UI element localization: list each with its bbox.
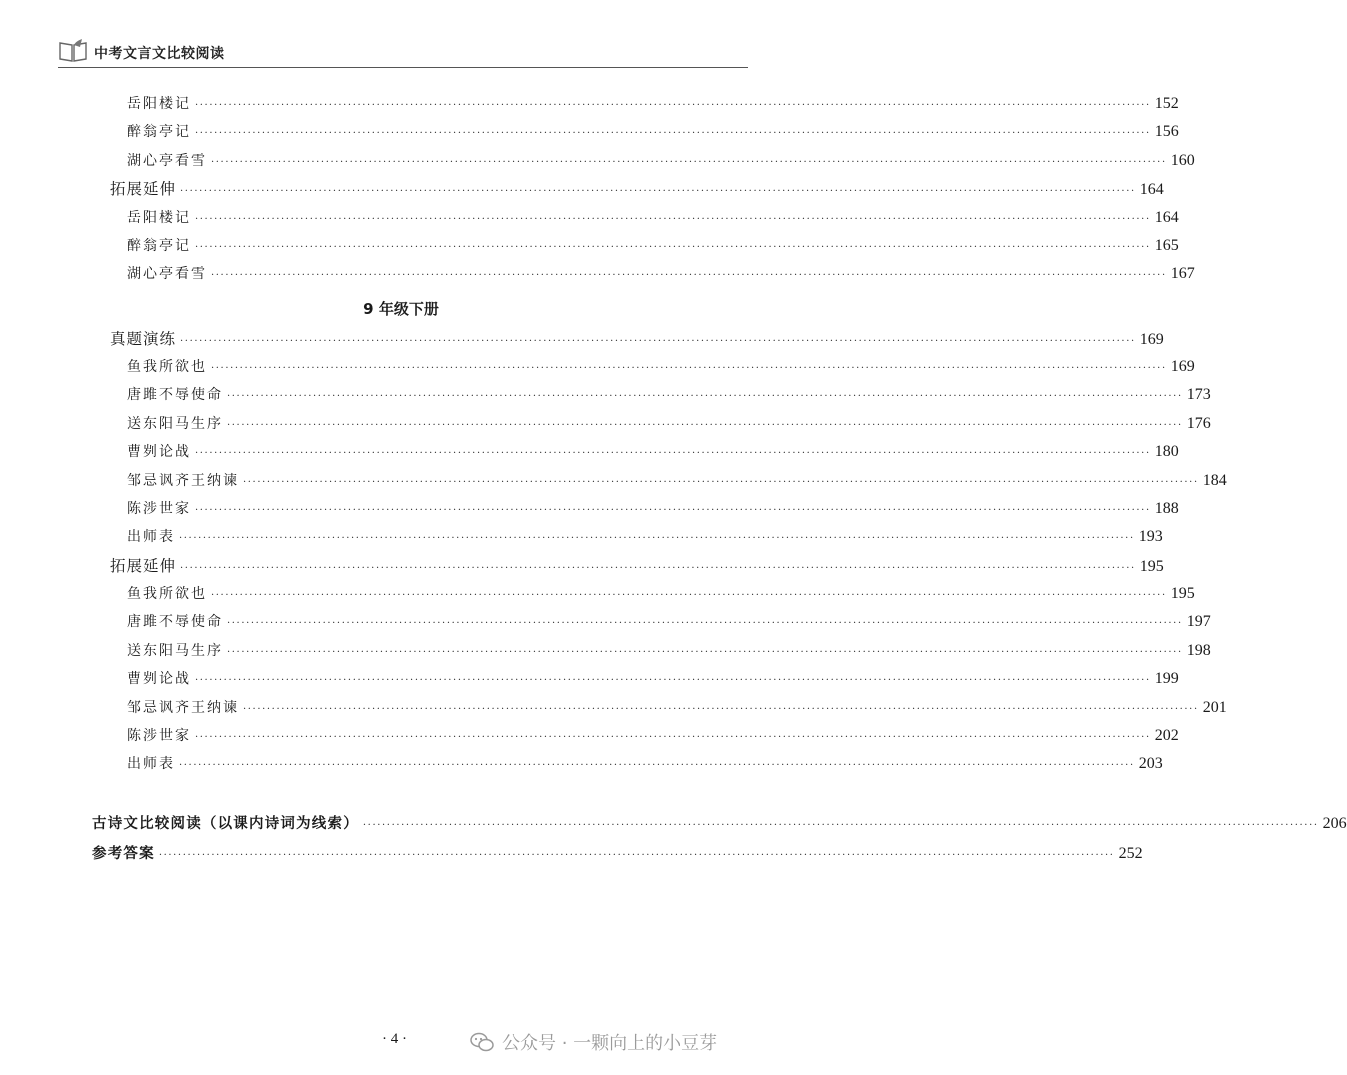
toc-entry <box>127 525 1163 549</box>
toc-page-number: 202 <box>1154 727 1179 744</box>
toc-entry-title: 参考答案 <box>92 845 155 862</box>
wechat-icon <box>470 1031 494 1053</box>
toc-entry <box>92 812 1347 836</box>
page-header <box>58 37 748 68</box>
toc-entry-title: 唐雎不辱使命 <box>127 614 223 630</box>
toc-entry-title: 陈涉世家 <box>127 501 191 517</box>
toc-entry <box>127 610 1211 634</box>
toc-leader-dots: ········································································································································································································ <box>180 563 1136 574</box>
toc-leader-dots: ········································································································································································································ <box>179 760 1135 771</box>
toc-page-number: 252 <box>1118 845 1143 862</box>
toc-page-number: 156 <box>1154 123 1179 140</box>
toc-leader-dots: ········································································································································································································ <box>243 477 1199 488</box>
toc-entry-title: 曹刿论战 <box>127 671 191 687</box>
toc-leader-dots: ········································································································································································································ <box>195 675 1151 686</box>
toc-entry-title: 鱼我所欲也 <box>127 586 207 602</box>
toc-entry <box>110 554 1164 578</box>
toc-entry <box>127 724 1179 748</box>
toc-page-number: 195 <box>1170 585 1195 602</box>
toc-leader-dots: ········································································································································································································ <box>227 420 1183 431</box>
toc-leader-dots: ········································································································································································································ <box>195 732 1151 743</box>
toc-page-number: 180 <box>1154 443 1179 460</box>
toc-leader-dots: ········································································································································································································ <box>211 363 1167 374</box>
toc-page-number: 206 <box>1322 815 1347 832</box>
toc-page-number: 176 <box>1186 415 1211 432</box>
watermark <box>470 1029 717 1055</box>
toc-leader-dots: ········································································································································································································ <box>179 533 1135 544</box>
toc-entry <box>127 120 1179 144</box>
toc-leader-dots: ········································································································································································································ <box>227 391 1183 402</box>
toc-page-number: 184 <box>1202 472 1227 489</box>
toc-leader-dots: ········································································································································································································ <box>195 448 1151 459</box>
section-title: 9 年级下册 <box>363 300 439 318</box>
toc-entry-title: 送东阳马生序 <box>127 416 223 432</box>
toc-entry <box>92 842 1143 866</box>
toc-leader-dots: ········································································································································································································ <box>195 128 1151 139</box>
toc-leader-dots: ········································································································································································································ <box>180 336 1136 347</box>
toc-leader-dots: ········································································································································································································ <box>195 505 1151 516</box>
toc-entry-title: 湖心亭看雪 <box>127 153 207 169</box>
toc-leader-dots: ········································································································································································································ <box>211 270 1167 281</box>
toc-leader-dots: ········································································································································································································ <box>243 704 1199 715</box>
toc-page-number: 195 <box>1139 558 1164 575</box>
toc-entry-title: 邹忌讽齐王纳谏 <box>127 700 239 716</box>
toc-entry-title: 邹忌讽齐王纳谏 <box>127 473 239 489</box>
toc-entry <box>110 327 1164 351</box>
toc-entry <box>127 696 1227 720</box>
toc-entry-title: 出师表 <box>127 529 175 545</box>
toc-page-number: 165 <box>1154 237 1179 254</box>
toc-leader-dots: ········································································································································································································ <box>227 647 1183 658</box>
toc-page-number: 203 <box>1138 755 1163 772</box>
toc-leader-dots: ········································································································································································································ <box>211 157 1167 168</box>
toc-entry <box>127 262 1195 286</box>
toc-entry <box>127 582 1195 606</box>
toc-entry <box>127 383 1211 407</box>
toc-page-number: 169 <box>1170 358 1195 375</box>
toc-entry <box>127 440 1179 464</box>
toc-leader-dots: ········································································································································································································ <box>211 590 1167 601</box>
toc-page-number: 188 <box>1154 500 1179 517</box>
toc-page-number: 164 <box>1139 181 1164 198</box>
watermark-text: 公众号 · 一颗向上的小豆芽 <box>502 1033 718 1054</box>
toc-entry <box>127 92 1179 116</box>
toc-page-number: 169 <box>1139 331 1164 348</box>
toc-entry <box>110 177 1164 201</box>
toc-leader-dots: ········································································································································································································ <box>158 850 1115 861</box>
toc-leader-dots: ········································································································································································································ <box>227 618 1183 629</box>
toc-page-number: 164 <box>1154 209 1179 226</box>
toc-page-number: 167 <box>1170 265 1195 282</box>
toc-page-number: 193 <box>1138 528 1163 545</box>
toc-entry <box>127 206 1179 230</box>
toc-leader-dots: ········································································································································································································ <box>195 214 1151 225</box>
toc-entry-title: 出师表 <box>127 756 175 772</box>
open-book-icon <box>58 39 88 63</box>
toc-entry-title: 送东阳马生序 <box>127 643 223 659</box>
toc-entry <box>127 639 1211 663</box>
toc-entry <box>127 469 1227 493</box>
toc-entry-title: 拓展延伸 <box>110 557 177 575</box>
toc-page-number: 197 <box>1186 613 1211 630</box>
toc-entry-title: 拓展延伸 <box>110 180 177 198</box>
toc-leader-dots: ········································································································································································································ <box>195 100 1151 111</box>
toc-entry-title: 陈涉世家 <box>127 728 191 744</box>
toc-entry-title: 古诗文比较阅读（以课内诗词为线索） <box>92 815 359 832</box>
toc-entry-title: 醉翁亭记 <box>127 124 191 140</box>
toc-leader-dots: ········································································································································································································ <box>180 186 1136 197</box>
toc-page-number: 198 <box>1186 642 1211 659</box>
toc-page-number: 173 <box>1186 386 1211 403</box>
toc-entry <box>127 667 1179 691</box>
toc-leader-dots: ········································································································································································································ <box>362 820 1319 831</box>
toc-entry <box>127 412 1211 436</box>
toc-entry-title: 真题演练 <box>110 330 177 348</box>
toc-entry-title: 湖心亭看雪 <box>127 266 207 282</box>
toc-entry-title: 鱼我所欲也 <box>127 359 207 375</box>
toc-entry-title: 岳阳楼记 <box>127 96 191 112</box>
page-number: · 4 · <box>382 1031 407 1047</box>
book-title: 中考文言文比较阅读 <box>94 46 225 62</box>
toc-entry-title: 岳阳楼记 <box>127 210 191 226</box>
toc-page-number: 160 <box>1170 152 1195 169</box>
toc-entry <box>127 497 1179 521</box>
toc-page-number: 201 <box>1202 699 1227 716</box>
toc-entry <box>127 149 1195 173</box>
toc-entry <box>127 355 1195 379</box>
toc-entry <box>127 234 1179 258</box>
toc-entry <box>127 752 1163 776</box>
toc-entry-title: 曹刿论战 <box>127 444 191 460</box>
toc-entry-title: 唐雎不辱使命 <box>127 387 223 403</box>
toc-page-number: 152 <box>1154 95 1179 112</box>
toc-leader-dots: ········································································································································································································ <box>195 242 1151 253</box>
toc-entry-title: 醉翁亭记 <box>127 238 191 254</box>
toc-page-number: 199 <box>1154 670 1179 687</box>
